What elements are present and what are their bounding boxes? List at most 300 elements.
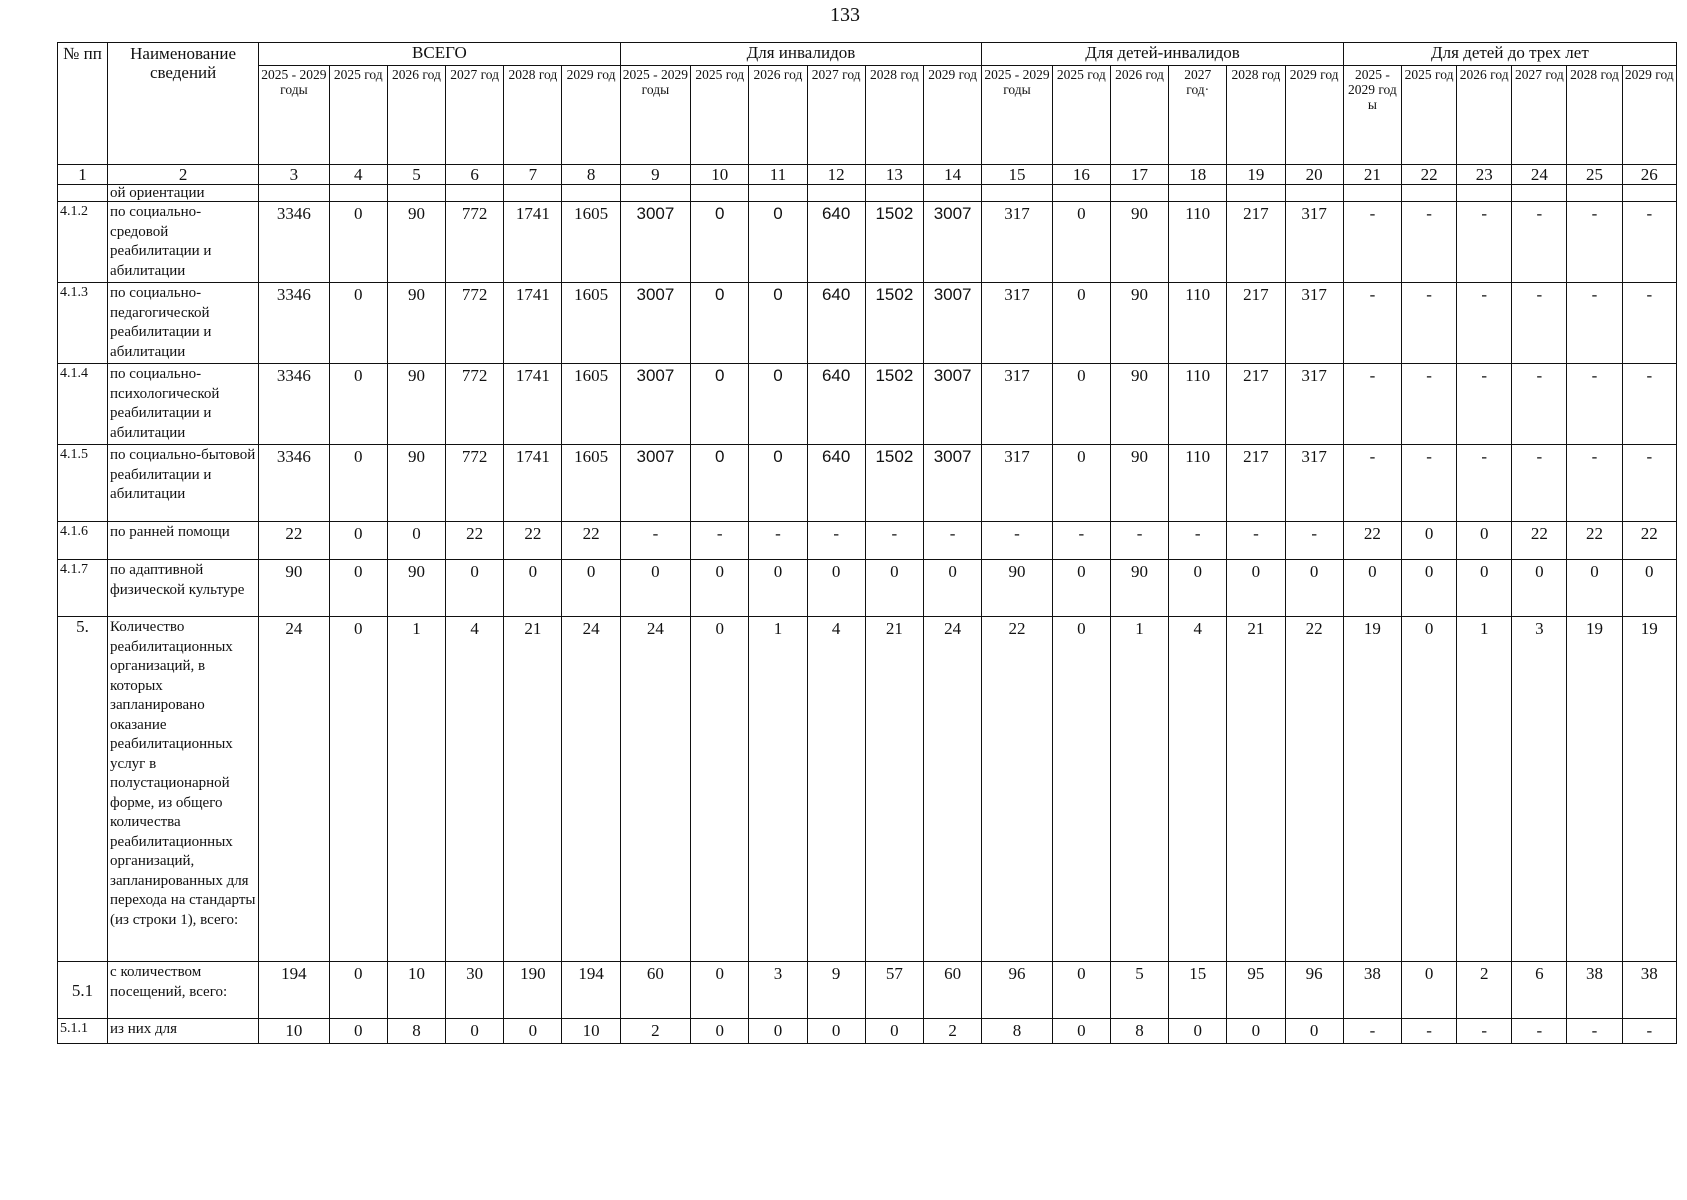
value-cell: 22 bbox=[1512, 522, 1567, 560]
value-cell: - bbox=[865, 522, 923, 560]
value-cell: 0 bbox=[1052, 202, 1110, 283]
value-cell bbox=[1457, 185, 1512, 202]
value-cell: 0 bbox=[1402, 522, 1457, 560]
value-cell: 0 bbox=[1052, 962, 1110, 1019]
column-number-cell: 8 bbox=[562, 165, 620, 185]
value-cell: 0 bbox=[1052, 364, 1110, 445]
value-cell: 110 bbox=[1169, 202, 1227, 283]
column-number-cell: 1 bbox=[58, 165, 108, 185]
value-cell: 22 bbox=[562, 522, 620, 560]
value-cell: 0 bbox=[1402, 560, 1457, 617]
row-name: ой ориентации bbox=[108, 185, 259, 202]
value-cell: 0 bbox=[749, 202, 807, 283]
value-cell: 19 bbox=[1567, 617, 1622, 962]
year-header-cell: 2029 год bbox=[1622, 66, 1676, 165]
value-cell: 0 bbox=[691, 445, 749, 522]
value-cell: - bbox=[749, 522, 807, 560]
value-cell: 110 bbox=[1169, 283, 1227, 364]
value-cell: 0 bbox=[1052, 283, 1110, 364]
value-cell: 0 bbox=[387, 522, 445, 560]
value-cell: 317 bbox=[1285, 283, 1343, 364]
value-cell: - bbox=[1343, 445, 1401, 522]
column-number-cell: 14 bbox=[923, 165, 981, 185]
value-cell: 21 bbox=[865, 617, 923, 962]
value-cell: 217 bbox=[1227, 202, 1285, 283]
value-cell: 640 bbox=[807, 283, 865, 364]
value-cell: 24 bbox=[562, 617, 620, 962]
value-cell: 90 bbox=[1110, 560, 1168, 617]
value-cell: 317 bbox=[982, 283, 1052, 364]
value-cell: - bbox=[1227, 522, 1285, 560]
value-cell: 0 bbox=[1567, 560, 1622, 617]
group-header-row bbox=[58, 43, 1677, 66]
column-number-cell: 24 bbox=[1512, 165, 1567, 185]
value-cell: - bbox=[1457, 445, 1512, 522]
value-cell: 1605 bbox=[562, 202, 620, 283]
value-cell: - bbox=[1622, 445, 1676, 522]
value-cell: 0 bbox=[1227, 560, 1285, 617]
value-cell: 90 bbox=[1110, 364, 1168, 445]
row-code: 5.1.1 bbox=[58, 1019, 108, 1044]
table-row bbox=[58, 522, 1677, 560]
value-cell: 0 bbox=[1052, 560, 1110, 617]
value-cell: 8 bbox=[982, 1019, 1052, 1044]
row-name: по ранней помощи bbox=[108, 522, 259, 560]
value-cell: 0 bbox=[807, 560, 865, 617]
value-cell bbox=[562, 185, 620, 202]
value-cell: 3 bbox=[1512, 617, 1567, 962]
group-header-disabled-children: Для детей-инвалидов bbox=[982, 43, 1344, 66]
value-cell: 4 bbox=[807, 617, 865, 962]
year-header-cell: 2025 год bbox=[1402, 66, 1457, 165]
value-cell: 0 bbox=[446, 1019, 504, 1044]
value-cell: 1502 bbox=[865, 283, 923, 364]
value-cell: 95 bbox=[1227, 962, 1285, 1019]
value-cell: - bbox=[807, 522, 865, 560]
value-cell: 0 bbox=[329, 522, 387, 560]
value-cell: - bbox=[1567, 202, 1622, 283]
value-cell: 90 bbox=[259, 560, 329, 617]
value-cell: 90 bbox=[1110, 283, 1168, 364]
value-cell: - bbox=[1567, 1019, 1622, 1044]
year-header-cell: 2026 год bbox=[749, 66, 807, 165]
year-header-cell: 2027 год bbox=[446, 66, 504, 165]
value-cell: - bbox=[1457, 1019, 1512, 1044]
row-name: по адаптивной физической культуре bbox=[108, 560, 259, 617]
value-cell: 190 bbox=[504, 962, 562, 1019]
value-cell: 1 bbox=[749, 617, 807, 962]
value-cell: 640 bbox=[807, 445, 865, 522]
value-cell: 1605 bbox=[562, 445, 620, 522]
value-cell: 3346 bbox=[259, 364, 329, 445]
value-cell bbox=[329, 185, 387, 202]
value-cell: - bbox=[1567, 364, 1622, 445]
value-cell bbox=[1227, 185, 1285, 202]
value-cell: 0 bbox=[504, 1019, 562, 1044]
value-cell: 0 bbox=[691, 202, 749, 283]
value-cell: - bbox=[1343, 1019, 1401, 1044]
value-cell: 0 bbox=[329, 560, 387, 617]
value-cell: 6 bbox=[1512, 962, 1567, 1019]
row-code: 4.1.7 bbox=[58, 560, 108, 617]
value-cell bbox=[1512, 185, 1567, 202]
value-cell: 1502 bbox=[865, 445, 923, 522]
value-cell: 90 bbox=[982, 560, 1052, 617]
column-number-cell: 25 bbox=[1567, 165, 1622, 185]
value-cell: - bbox=[1512, 202, 1567, 283]
column-number-cell: 12 bbox=[807, 165, 865, 185]
value-cell: 0 bbox=[1052, 617, 1110, 962]
value-cell bbox=[259, 185, 329, 202]
value-cell: 0 bbox=[620, 560, 690, 617]
value-cell: 317 bbox=[982, 364, 1052, 445]
value-cell: 1 bbox=[1110, 617, 1168, 962]
value-cell bbox=[1110, 185, 1168, 202]
value-cell: - bbox=[1285, 522, 1343, 560]
value-cell: 3 bbox=[749, 962, 807, 1019]
value-cell: 0 bbox=[865, 560, 923, 617]
value-cell: - bbox=[1457, 202, 1512, 283]
value-cell: 0 bbox=[504, 560, 562, 617]
year-header-cell: 2028 год bbox=[1567, 66, 1622, 165]
row-code: 4.1.5 bbox=[58, 445, 108, 522]
value-cell bbox=[446, 185, 504, 202]
value-cell: 10 bbox=[562, 1019, 620, 1044]
value-cell: 5 bbox=[1110, 962, 1168, 1019]
value-cell: 90 bbox=[387, 202, 445, 283]
value-cell: 0 bbox=[865, 1019, 923, 1044]
value-cell: 0 bbox=[1622, 560, 1676, 617]
column-number-cell: 11 bbox=[749, 165, 807, 185]
value-cell: - bbox=[923, 522, 981, 560]
value-cell: 110 bbox=[1169, 445, 1227, 522]
value-cell: 22 bbox=[1343, 522, 1401, 560]
value-cell: 0 bbox=[691, 617, 749, 962]
value-cell: 24 bbox=[259, 617, 329, 962]
value-cell: 90 bbox=[1110, 202, 1168, 283]
value-cell: 1605 bbox=[562, 364, 620, 445]
value-cell: 22 bbox=[1622, 522, 1676, 560]
column-number-cell: 20 bbox=[1285, 165, 1343, 185]
value-cell: 317 bbox=[1285, 364, 1343, 445]
column-number-cell: 19 bbox=[1227, 165, 1285, 185]
value-cell: 2 bbox=[620, 1019, 690, 1044]
value-cell: 0 bbox=[1457, 560, 1512, 617]
value-cell bbox=[1402, 185, 1457, 202]
value-cell bbox=[691, 185, 749, 202]
year-header-cell: 2025 год bbox=[329, 66, 387, 165]
value-cell: 22 bbox=[1567, 522, 1622, 560]
year-header-cell: 2025 - 2029 годы bbox=[259, 66, 329, 165]
value-cell: - bbox=[1512, 445, 1567, 522]
row-name: по социально-бытовой реабилитации и абилитации bbox=[108, 445, 259, 522]
row-code bbox=[58, 185, 108, 202]
row-code: 4.1.2 bbox=[58, 202, 108, 283]
value-cell: 38 bbox=[1343, 962, 1401, 1019]
row-name: по социально-психологической реабилитации и абилитации bbox=[108, 364, 259, 445]
value-cell bbox=[1622, 185, 1676, 202]
value-cell: 22 bbox=[982, 617, 1052, 962]
value-cell: - bbox=[1512, 364, 1567, 445]
value-cell: - bbox=[982, 522, 1052, 560]
year-header-cell: 2028 год bbox=[1227, 66, 1285, 165]
column-number-cell: 18 bbox=[1169, 165, 1227, 185]
value-cell: 0 bbox=[562, 560, 620, 617]
value-cell: - bbox=[1622, 364, 1676, 445]
value-cell: 772 bbox=[446, 445, 504, 522]
value-cell: - bbox=[691, 522, 749, 560]
row-name: по социально-средовой реабилитации и абилитации bbox=[108, 202, 259, 283]
column-number-cell: 2 bbox=[108, 165, 259, 185]
value-cell bbox=[807, 185, 865, 202]
table-header bbox=[58, 43, 1677, 185]
value-cell: 0 bbox=[1052, 445, 1110, 522]
value-cell: 8 bbox=[1110, 1019, 1168, 1044]
table-row bbox=[58, 445, 1677, 522]
value-cell: 21 bbox=[1227, 617, 1285, 962]
value-cell: 0 bbox=[329, 617, 387, 962]
value-cell: 0 bbox=[1169, 560, 1227, 617]
value-cell: 1741 bbox=[504, 283, 562, 364]
value-cell: 0 bbox=[749, 560, 807, 617]
value-cell: 1605 bbox=[562, 283, 620, 364]
value-cell: - bbox=[1402, 202, 1457, 283]
value-cell: 0 bbox=[446, 560, 504, 617]
value-cell: - bbox=[1402, 283, 1457, 364]
year-header-cell: 2026 год bbox=[387, 66, 445, 165]
table-body bbox=[58, 185, 1677, 1044]
value-cell: 90 bbox=[387, 445, 445, 522]
value-cell: 19 bbox=[1622, 617, 1676, 962]
value-cell bbox=[504, 185, 562, 202]
row-code: 4.1.4 bbox=[58, 364, 108, 445]
group-header-under-three: Для детей до трех лет bbox=[1343, 43, 1676, 66]
value-cell bbox=[387, 185, 445, 202]
value-cell: 0 bbox=[329, 364, 387, 445]
value-cell bbox=[1567, 185, 1622, 202]
row-name: Количество реабилитационных организаций, в которых запланировано оказание реабилитационных услуг в полустационарной форме, из общего количества реабилитационных организаций, запланированных для перехода на стандарты (из строки 1), всего: bbox=[108, 617, 259, 962]
group-header-total: ВСЕГО bbox=[259, 43, 621, 66]
value-cell: - bbox=[1567, 283, 1622, 364]
value-cell: 217 bbox=[1227, 445, 1285, 522]
value-cell: 0 bbox=[329, 202, 387, 283]
value-cell: 30 bbox=[446, 962, 504, 1019]
value-cell: 8 bbox=[387, 1019, 445, 1044]
value-cell: 0 bbox=[329, 445, 387, 522]
value-cell bbox=[982, 185, 1052, 202]
value-cell: - bbox=[1169, 522, 1227, 560]
column-number-cell: 4 bbox=[329, 165, 387, 185]
value-cell: 90 bbox=[387, 364, 445, 445]
column-number-cell: 9 bbox=[620, 165, 690, 185]
value-cell: 0 bbox=[329, 962, 387, 1019]
column-number-cell: 10 bbox=[691, 165, 749, 185]
column-number-cell: 17 bbox=[1110, 165, 1168, 185]
row-name: из них для bbox=[108, 1019, 259, 1044]
value-cell: 0 bbox=[807, 1019, 865, 1044]
value-cell: 317 bbox=[1285, 202, 1343, 283]
value-cell: 772 bbox=[446, 364, 504, 445]
table-row bbox=[58, 283, 1677, 364]
value-cell: 3007 bbox=[923, 202, 981, 283]
value-cell: 317 bbox=[982, 445, 1052, 522]
value-cell bbox=[749, 185, 807, 202]
year-header-cell: 2026 год bbox=[1457, 66, 1512, 165]
year-header-cell: 2025 - 2029 год ы bbox=[1343, 66, 1401, 165]
value-cell: 0 bbox=[1227, 1019, 1285, 1044]
value-cell: 2 bbox=[923, 1019, 981, 1044]
row-name: с количеством посещений, всего: bbox=[108, 962, 259, 1019]
column-number-cell: 21 bbox=[1343, 165, 1401, 185]
value-cell: 3007 bbox=[620, 283, 690, 364]
value-cell: 0 bbox=[1285, 560, 1343, 617]
value-cell: - bbox=[1402, 364, 1457, 445]
value-cell: 1741 bbox=[504, 364, 562, 445]
value-cell: 24 bbox=[620, 617, 690, 962]
value-cell: 22 bbox=[259, 522, 329, 560]
year-header-cell: 2025 - 2029 годы bbox=[620, 66, 690, 165]
column-number-cell: 6 bbox=[446, 165, 504, 185]
value-cell: - bbox=[620, 522, 690, 560]
year-header-cell: 2025 - 2029 годы bbox=[982, 66, 1052, 165]
value-cell: 217 bbox=[1227, 364, 1285, 445]
value-cell: 10 bbox=[259, 1019, 329, 1044]
year-header-cell: 2028 год bbox=[865, 66, 923, 165]
value-cell: - bbox=[1567, 445, 1622, 522]
value-cell: - bbox=[1512, 283, 1567, 364]
statistics-table bbox=[57, 42, 1677, 1044]
value-cell: - bbox=[1402, 445, 1457, 522]
value-cell: 317 bbox=[1285, 445, 1343, 522]
page-number: 133 bbox=[830, 4, 860, 26]
value-cell: 4 bbox=[1169, 617, 1227, 962]
value-cell: 57 bbox=[865, 962, 923, 1019]
value-cell: 194 bbox=[259, 962, 329, 1019]
value-cell: - bbox=[1343, 202, 1401, 283]
group-header-disabled: Для инвалидов bbox=[620, 43, 982, 66]
value-cell: 0 bbox=[1402, 962, 1457, 1019]
column-number-cell: 23 bbox=[1457, 165, 1512, 185]
value-cell: 19 bbox=[1343, 617, 1401, 962]
value-cell: 3346 bbox=[259, 283, 329, 364]
value-cell: 0 bbox=[691, 560, 749, 617]
value-cell: 0 bbox=[329, 283, 387, 364]
year-header-cell: 2025 год bbox=[1052, 66, 1110, 165]
column-number-cell: 13 bbox=[865, 165, 923, 185]
value-cell: 0 bbox=[691, 1019, 749, 1044]
value-cell: 90 bbox=[387, 283, 445, 364]
year-header-cell: 2027 год bbox=[1512, 66, 1567, 165]
table-row bbox=[58, 617, 1677, 962]
value-cell: 90 bbox=[387, 560, 445, 617]
value-cell: 0 bbox=[691, 283, 749, 364]
year-header-cell: 2029 год bbox=[923, 66, 981, 165]
value-cell: 640 bbox=[807, 202, 865, 283]
value-cell: 0 bbox=[1512, 560, 1567, 617]
row-code: 4.1.3 bbox=[58, 283, 108, 364]
value-cell: - bbox=[1622, 283, 1676, 364]
year-header-cell: 2027 год bbox=[807, 66, 865, 165]
value-cell: 2 bbox=[1457, 962, 1512, 1019]
value-cell: 15 bbox=[1169, 962, 1227, 1019]
table-row bbox=[58, 560, 1677, 617]
value-cell: - bbox=[1343, 364, 1401, 445]
value-cell: 0 bbox=[1052, 1019, 1110, 1044]
value-cell: 1741 bbox=[504, 445, 562, 522]
year-header-cell: 2025 год bbox=[691, 66, 749, 165]
value-cell: 0 bbox=[749, 364, 807, 445]
row-code: 5. bbox=[58, 617, 108, 962]
value-cell: - bbox=[1343, 283, 1401, 364]
name-header: Наименование сведений bbox=[108, 43, 259, 165]
value-cell: - bbox=[1052, 522, 1110, 560]
year-header-cell: 2027 год· bbox=[1169, 66, 1227, 165]
value-cell: 38 bbox=[1567, 962, 1622, 1019]
value-cell: 0 bbox=[923, 560, 981, 617]
value-cell: 3007 bbox=[923, 283, 981, 364]
value-cell: 24 bbox=[923, 617, 981, 962]
column-number-cell: 22 bbox=[1402, 165, 1457, 185]
value-cell: 0 bbox=[1457, 522, 1512, 560]
value-cell: 0 bbox=[749, 445, 807, 522]
value-cell: 3007 bbox=[620, 202, 690, 283]
value-cell bbox=[865, 185, 923, 202]
value-cell bbox=[1052, 185, 1110, 202]
value-cell: - bbox=[1110, 522, 1168, 560]
value-cell: 194 bbox=[562, 962, 620, 1019]
value-cell: 60 bbox=[620, 962, 690, 1019]
value-cell: 9 bbox=[807, 962, 865, 1019]
value-cell bbox=[1169, 185, 1227, 202]
value-cell: 3346 bbox=[259, 202, 329, 283]
value-cell: 22 bbox=[1285, 617, 1343, 962]
value-cell: 3346 bbox=[259, 445, 329, 522]
year-header-cell: 2029 год bbox=[562, 66, 620, 165]
value-cell: - bbox=[1457, 364, 1512, 445]
value-cell bbox=[1285, 185, 1343, 202]
value-cell: 22 bbox=[504, 522, 562, 560]
value-cell: 96 bbox=[1285, 962, 1343, 1019]
column-number-cell: 15 bbox=[982, 165, 1052, 185]
value-cell: 3007 bbox=[923, 364, 981, 445]
table-row bbox=[58, 364, 1677, 445]
value-cell: 0 bbox=[1169, 1019, 1227, 1044]
value-cell: - bbox=[1512, 1019, 1567, 1044]
value-cell: 90 bbox=[1110, 445, 1168, 522]
value-cell: 0 bbox=[1285, 1019, 1343, 1044]
table-row bbox=[58, 185, 1677, 202]
value-cell: 1 bbox=[1457, 617, 1512, 962]
value-cell: - bbox=[1402, 1019, 1457, 1044]
value-cell: 96 bbox=[982, 962, 1052, 1019]
value-cell: 217 bbox=[1227, 283, 1285, 364]
value-cell: 0 bbox=[749, 1019, 807, 1044]
value-cell: 640 bbox=[807, 364, 865, 445]
row-name: по социально-педагогической реабилитации и абилитации bbox=[108, 283, 259, 364]
value-cell bbox=[1343, 185, 1401, 202]
value-cell: 110 bbox=[1169, 364, 1227, 445]
value-cell: 317 bbox=[982, 202, 1052, 283]
column-number-cell: 7 bbox=[504, 165, 562, 185]
year-header-row bbox=[58, 66, 1677, 165]
value-cell: - bbox=[1622, 202, 1676, 283]
value-cell bbox=[923, 185, 981, 202]
value-cell: 60 bbox=[923, 962, 981, 1019]
value-cell: - bbox=[1622, 1019, 1676, 1044]
value-cell: 0 bbox=[1343, 560, 1401, 617]
value-cell: 21 bbox=[504, 617, 562, 962]
value-cell: 1502 bbox=[865, 364, 923, 445]
